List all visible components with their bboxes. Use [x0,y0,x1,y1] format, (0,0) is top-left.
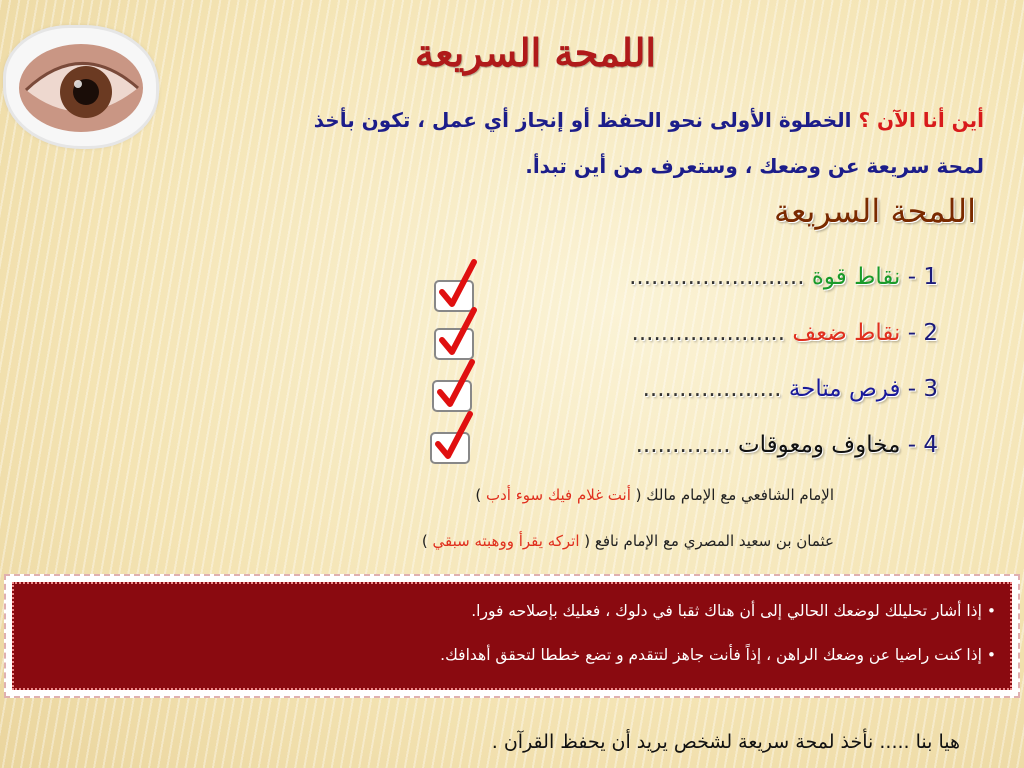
list-item-strengths [629,264,938,290]
item-label: نقاط قوة [811,264,901,290]
item-number: 2 - [900,320,938,346]
checkbox-threats [430,432,470,464]
bullet-text: إذا كنت راضيا عن وضعك الراهن ، إذاً فأنت جاهز لتتقدم و تضع خططا لتحقق أهدافك. [440,646,982,664]
intro-line1: الخطوة الأولى نحو الحفظ أو إنجاز أي عمل ، تكون بأخذ [313,108,852,132]
quote-uthman [422,532,834,550]
item-dots: ........................ [629,264,805,290]
bullet-item [471,602,996,620]
intro-paragraph [284,97,984,189]
quote-prefix: الإمام الشافعي مع الإمام مالك ( [630,486,834,504]
item-number: 1 - [900,264,938,290]
item-dots: ............. [635,432,731,458]
slide-title: اللمحة السريعة [414,30,656,75]
item-label: فرص متاحة [788,376,901,402]
quote-highlight: أنت غلام فيك سوء أدب [485,486,631,504]
item-label: نقاط ضعف [792,320,901,346]
quote-prefix: عثمان بن سعيد المصري مع الإمام نافع ( [579,532,834,550]
advice-box [4,574,1020,698]
checkbox-opportunities [432,380,472,412]
eye-icon [6,28,156,146]
check-icon [438,258,478,310]
quote-suffix: ) [421,532,433,550]
bullet-text: إذا أشار تحليلك لوضعك الحالي إلى أن هناك ثقبا في دلوك ، فعليك بإصلاحه فورا. [471,602,982,620]
checkbox-weaknesses [434,328,474,360]
list-item-opportunities [643,376,938,402]
item-dots: ..................... [631,320,786,346]
intro-question: أين أنا الآن ؟ [858,108,984,132]
check-icon [434,410,474,462]
item-number: 4 - [900,432,938,458]
section-subtitle: اللمحة السريعة [773,192,976,230]
footer-text: هيا بنا ..... نأخذ لمحة سريعة لشخص يريد أن يحفظ القرآن . [491,731,960,753]
item-number: 3 - [900,376,938,402]
item-label: مخاوف ومعوقات [737,432,901,458]
eye-photo [6,28,156,146]
advice-box-inner [12,582,1012,690]
bullet-item [440,646,996,664]
item-dots: ................... [642,376,782,402]
quote-suffix: ) [475,486,486,504]
check-icon [438,306,478,358]
quote-shafii [475,486,834,504]
list-item-threats [636,432,938,458]
quote-highlight: اتركه يقرأ ووهبته سبقي [432,532,580,550]
bullet-symbol: • [986,602,996,620]
intro-line2: لمحة سريعة عن وضعك ، وستعرف من أين تبدأ. [525,154,984,178]
bullet-symbol: • [986,646,996,664]
list-item-weaknesses [632,320,938,346]
check-icon [436,358,476,410]
